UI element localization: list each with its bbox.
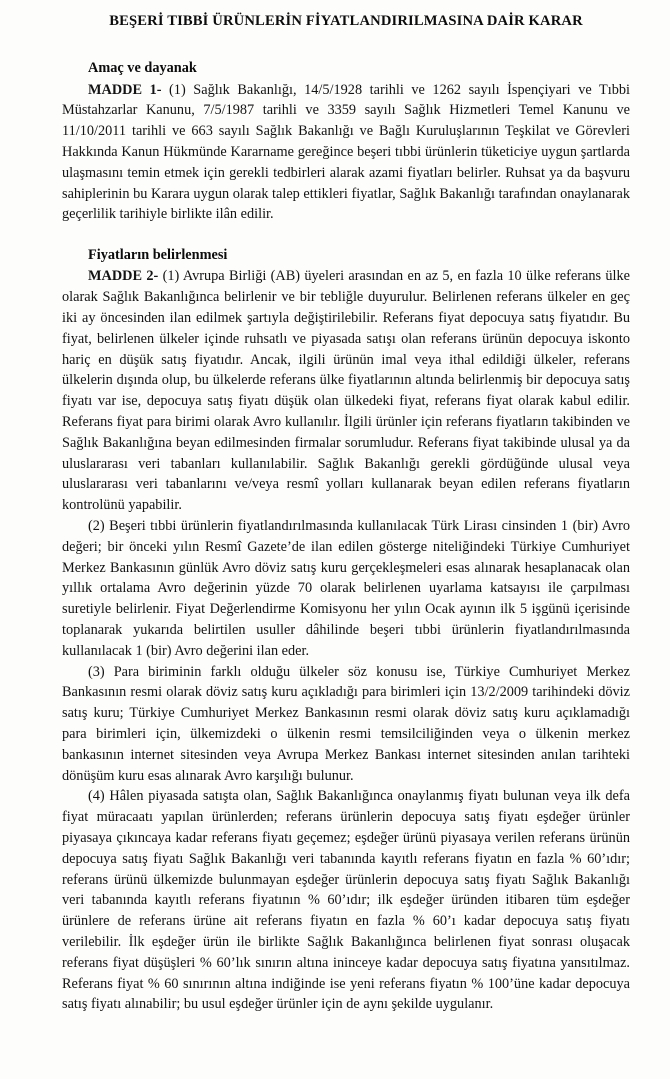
article-label-madde-1: MADDE 1- (88, 81, 162, 98)
section-fiyatlarin-belirlenmesi (62, 245, 630, 1015)
paragraph-text-madde-2-4: (4) Hâlen piyasada satışta olan, Sağlık Bakanlığınca onaylanmış fiyatı bulunan veya ilk defa fiyat müracaatı yapılan ürünlerden; referans ürünlerin depocuya satış fiyatı eşdeğer ürünler piyasaya çıkıncaya kadar referans fiyatı geçemez; eşdeğer ürünü piyasaya verilen referans ürünün depocuya satış fiyatı Sağlık Bakanlığı veri tabanında kayıtlı referans fiyatın en fazla % 60’ıdır; referans ürünü ülkemizde bulunmayan eşdeğer ürünlerin depocuya satış fiyatı Sağlık Bakanlığı veri tabanında kayıtlı referans fiyatının % 60’ıdır; ilk eşdeğer üründen itibaren tüm eşdeğer ürünlere de referans ürüne ait referans fiyatın en fazla % 60’ı kadar depocuya satış fiyatı verilebilir. İlk eşdeğer ürün ile birlikte Sağlık Bakanlığınca belirlenen fiyat sonrası oluşacak referans fiyat düşüşleri % 60’lık sınırın altına ininceye kadar depocuya satış fiyatına yansıtılmaz. Referans fiyat % 60 sınırının altına indiğinde ise yeni referans fiyatın % 100’üne kadar depocuya satış fiyatı alınabilir; bu usul eşdeğer ürünler için de aynı şekilde uygulanır. (62, 788, 630, 1013)
paragraph-text-madde-1: (1) Sağlık Bakanlığı, 14/5/1928 tarihli ve 1262 sayılı İspençiyari ve Tıbbi Müstahzarlar Kanunu, 7/5/1987 tarihli ve 3359 sayılı Sağlık Hizmetleri Temel Kanunu ve 11/10/2011 tarihli ve 663 sayılı Sağlık Bakanlığı ve Bağlı Kuruluşlarının Teşkilat ve Görevleri Hakkında Kanun Hükmünde Kararname gereğince beşeri tıbbi ürünlerin tüketiciye uygun şartlarda ulaşmasını temin etmek için gerekli tedbirleri alarak azami fiyatları belirler. Ruhsat ya da başvuru sahiplerinin bu Karara uygun olarak talep ettikleri fiyatlar, Sağlık Bakanlığı tarafından onaylanarak geçerlilik tarihiyle birlikte ilân edilir. (62, 81, 630, 223)
section-heading-fiyatlarin-belirlenmesi: Fiyatların belirlenmesi (88, 247, 228, 264)
section-amac-ve-dayanak (62, 58, 630, 225)
paragraph-text-madde-2-1: (1) Avrupa Birliği (AB) üyeleri arasından en az 5, en fazla 10 ülke referans ülke olarak Sağlık Bakanlığınca belirlenir ve bir tebliğle duyurulur. Belirlenen referans ülkeler en geç iki ay öncesinden ilan edilmek şartıyla değiştirilebilir. Referans fiyat depocuya satış fiyatıdır. Bu fiyat, belirlenen ülkeler içinde ruhsatlı ve piyasada satışı olan referans ürünün depocuya iskonto hariç en düşük satış fiyatıdır. Ancak, ilgili ürünün imal veya ithal edildiği ülkeler, referans ülkelerin dışında olup, bu ülkelerde referans ülke fiyatlarının altında belirlenmiş bir depocuya satış fiyatı var ise, depocuya satış fiyatı düşük olan ülkedeki fiyat, referans fiyat olarak kabul edilir. Referans fiyat para birimi olarak Avro kullanılır. İlgili ürünler için referans fiyatların takibinden ve Sağlık Bakanlığına beyan edilmesinden firmalar sorumludur. Referans fiyat takibinde ulusal ya da uluslararası veri tabanları kullanılabilir. Sağlık Bakanlığı gerekli gördüğünde ulusal veya uluslararası veri tabanlarını ve/veya resmî yolları kullanarak beyan edilen referans fiyatların kontrolünü yapabilir. (62, 268, 630, 514)
paragraph-text-madde-2-2: (2) Beşeri tıbbi ürünlerin fiyatlandırılmasında kullanılacak Türk Lirası cinsinden 1 (bir) Avro değeri; bir önceki yılın Resmî Gazete’de ilan edilen gösterge niteliğindeki Türkiye Cumhuriyet Merkez Bankasının günlük Avro döviz satış kuru gerçekleşmeleri esas alınarak hesaplanacak olan yıllık ortalama Avro değerinin yüzde 70 olarak belirlenen uyarlama katsayısı ile çarpılması suretiyle belirlenir. Fiyat Değerlendirme Komisyonu her yılın Ocak ayının ilk 5 işgünü içerisinde toplanarak yukarıda belirtilen usuller dâhilinde beşeri tıbbi ürünlerin fiyatlandırılmasında kullanılacak 1 (bir) Avro değerini ilan eder. (62, 517, 630, 659)
paragraph-madde-2-1 (62, 266, 630, 516)
section-heading-amac-ve-dayanak: Amaç ve dayanak (88, 60, 197, 77)
article-label-madde-2: MADDE 2- (88, 268, 159, 285)
paragraph-madde-1 (62, 80, 630, 226)
paragraph-madde-2-3 (62, 662, 630, 787)
paragraph-madde-2-2 (62, 516, 630, 662)
paragraph-text-madde-2-3: (3) Para biriminin farklı olduğu ülkeler söz konusu ise, Türkiye Cumhuriyet Merkez Bankasının resmi olarak döviz satış kuru açıkladığı para birimleri için 13/2/2009 tarihindeki döviz satış kuru; Türkiye Cumhuriyet Merkez Bankasının resmi olarak döviz satış kuru açıklamadığı para birimleri için, ülkemizdeki o ülkenin resmi temsilciliğinden veya o ülkenin merkez bankasının internet sitesinden veya Avrupa Merkez Bankası internet sitesinden anılan tarihteki dönüşüm kuru esas alınarak Avro karşılığı bulunur. (62, 663, 630, 784)
paragraph-madde-2-4 (62, 786, 630, 1015)
document-body (62, 12, 630, 1019)
page-title: BEŞERİ TIBBİ ÜRÜNLERİN FİYATLANDIRILMASINA DAİR KARAR (109, 13, 583, 29)
